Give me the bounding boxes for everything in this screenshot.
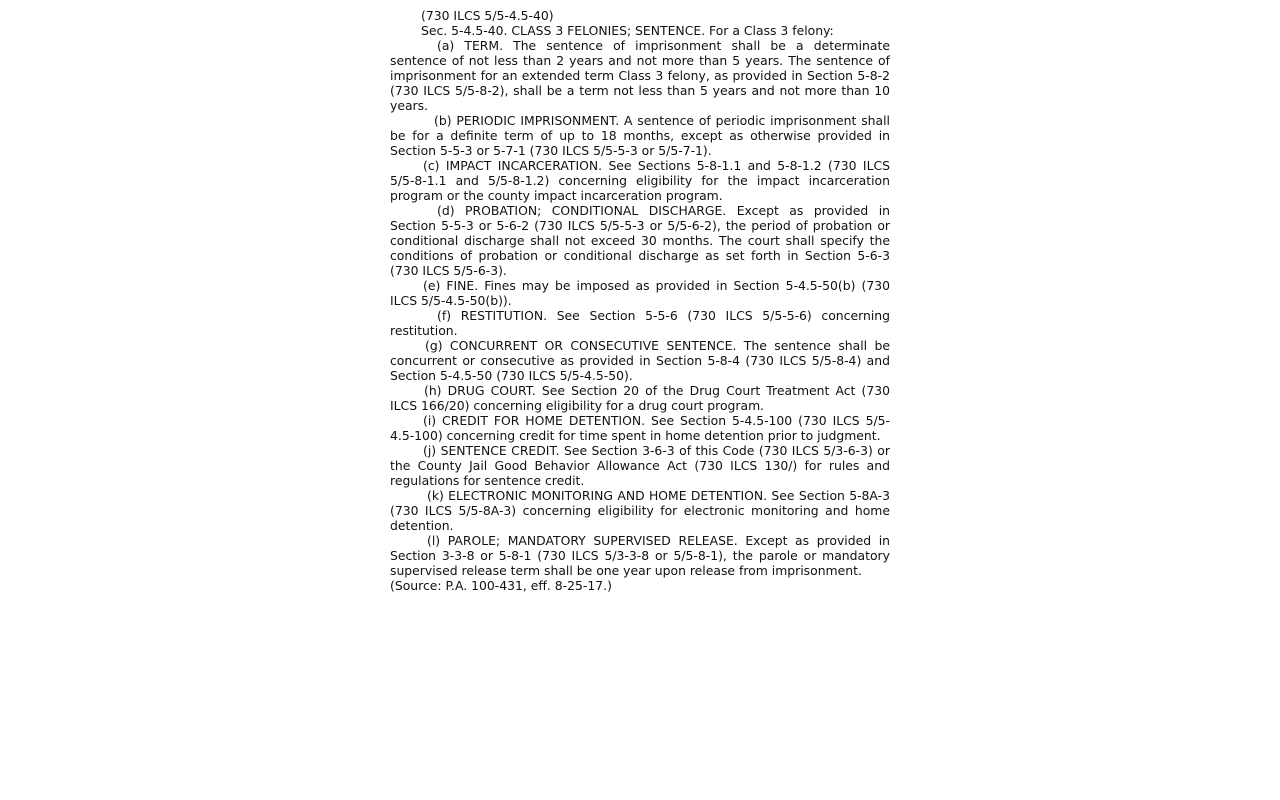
subsection-c: (c) IMPACT INCARCERATION. See Sections 5-8-1.1 and 5-8-1.2 (730 ILCS 5/5-8-1.1 and 5/5-8-1.2) concerning eligibility for the impact incarceration program or the county impact incarceration program.	[390, 158, 890, 203]
subsection-e: (e) FINE. Fines may be imposed as provided in Section 5-4.5-50(b) (730 ILCS 5/5-4.5-50(b)).	[390, 278, 890, 308]
subsection-b: (b) PERIODIC IMPRISONMENT. A sentence of periodic imprisonment shall be for a definite term of up to 18 months, except as otherwise provided in Section 5-5-3 or 5-7-1 (730 ILCS 5/5-5-3 or 5/5-7-1).	[390, 113, 890, 158]
subsection-j: (j) SENTENCE CREDIT. See Section 3-6-3 of this Code (730 ILCS 5/3-6-3) or the County Jail Good Behavior Allowance Act (730 ILCS 130/) for rules and regulations for sentence credit.	[390, 443, 890, 488]
source-note: (Source: P.A. 100-431, eff. 8-25-17.)	[390, 578, 612, 593]
subsection-a: (a) TERM. The sentence of imprisonment shall be a determinate sentence of not less than 2 years and not more than 5 years. The sentence of imprisonment for an extended term Class 3 felony, as provided in Section 5-8-2 (730 ILCS 5/5-8-2), shall be a term not less than 5 years and not more than 10 years.	[390, 38, 890, 113]
subsection-g: (g) CONCURRENT OR CONSECUTIVE SENTENCE. The sentence shall be concurrent or consecutive as provided in Section 5-8-4 (730 ILCS 5/5-8-4) and Section 5-4.5-50 (730 ILCS 5/5-4.5-50).	[390, 338, 890, 383]
subsection-h: (h) DRUG COURT. See Section 20 of the Drug Court Treatment Act (730 ILCS 166/20) concerning eligibility for a drug court program.	[390, 383, 890, 413]
subsection-f: (f) RESTITUTION. See Section 5-5-6 (730 ILCS 5/5-5-6) concerning restitution.	[390, 308, 890, 338]
subsection-i: (i) CREDIT FOR HOME DETENTION. See Section 5-4.5-100 (730 ILCS 5/5-4.5-100) concerning credit for time spent in home detention prior to judgment.	[390, 413, 890, 443]
section-heading: Sec. 5-4.5-40. CLASS 3 FELONIES; SENTENCE. For a Class 3 felony:	[421, 23, 834, 38]
subsection-d: (d) PROBATION; CONDITIONAL DISCHARGE. Except as provided in Section 5-5-3 or 5-6-2 (730 ILCS 5/5-5-3 or 5/5-6-2), the period of probation or conditional discharge shall not exceed 30 months. The court shall specify the conditions of probation or conditional discharge as set forth in Section 5-6-3 (730 ILCS 5/5-6-3).	[390, 203, 890, 278]
subsection-l: (l) PAROLE; MANDATORY SUPERVISED RELEASE. Except as provided in Section 3-3-8 or 5-8-1 (730 ILCS 5/3-3-8 or 5/5-8-1), the parole or mandatory supervised release term shall be one year upon release from imprisonment.	[390, 533, 890, 578]
statute-document	[390, 8, 890, 593]
statute-citation: (730 ILCS 5/5-4.5-40)	[421, 8, 554, 23]
subsection-k: (k) ELECTRONIC MONITORING AND HOME DETENTION. See Section 5-8A-3 (730 ILCS 5/5-8A-3) concerning eligibility for electronic monitoring and home detention.	[390, 488, 890, 533]
